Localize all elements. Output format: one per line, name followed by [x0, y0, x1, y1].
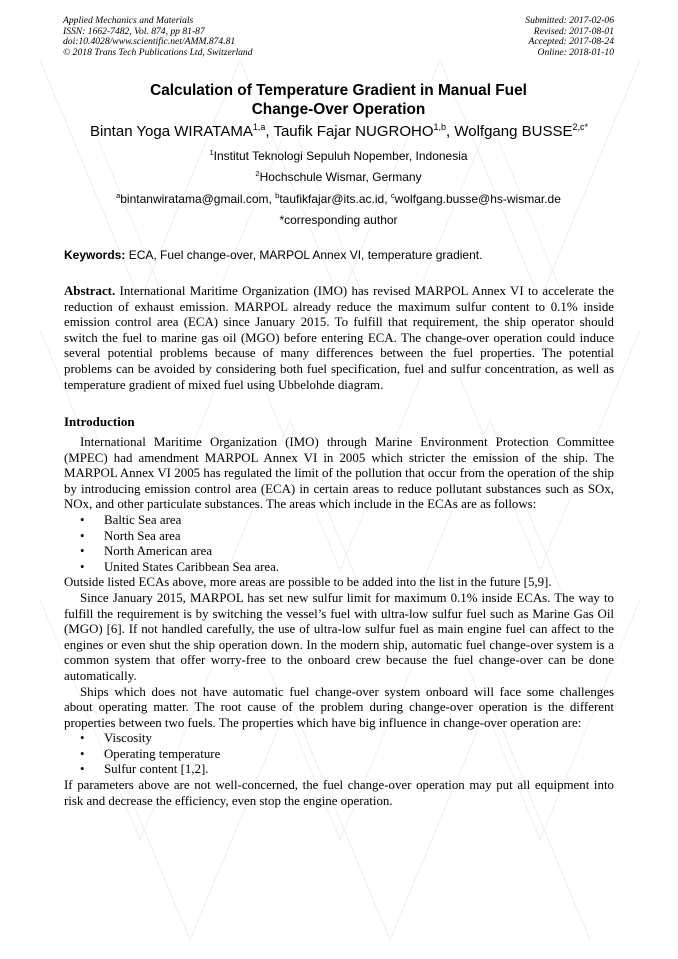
bullet-icon: •: [80, 559, 85, 574]
title-line-1: Calculation of Temperature Gradient in Manual Fuel: [150, 82, 527, 99]
author-name: Wolfgang BUSSE: [454, 123, 573, 140]
journal-name: Applied Mechanics and Materials: [63, 15, 194, 26]
list-item: [64, 731, 614, 747]
fuel-property-list: [64, 731, 614, 778]
paragraph: International Maritime Organization (IMO) through Marine Environment Protection Committee (MPEC) had amendment MARPOL Annex VI in 2005 which stricter the emission of the ship. The MARPOL Annex VI 2005 has regulated the limit of the pollution that occur from the operation of the ship by introducing emission control area (ECA) in certain areas to reduce pollutant substances such as SOx, NOx, and other particulate substances. The areas which include in the ECAs are as follows:: [64, 435, 614, 512]
author-affiliation-mark: 1,a: [252, 122, 266, 132]
title-line-2: Change-Over Operation: [251, 101, 426, 118]
list-item: [64, 544, 614, 560]
keywords-label: Keywords:: [64, 248, 126, 262]
journal-copyright: © 2018 Trans Tech Publications Ltd, Switzerland: [63, 46, 253, 58]
list-item: [64, 529, 614, 545]
bullet-icon: •: [80, 762, 85, 777]
list-item-text: United States Caribbean Sea area.: [104, 559, 280, 574]
eca-area-list: [64, 513, 614, 575]
date-accepted: Accepted: 2017-08-24: [528, 36, 614, 48]
email-address[interactable]: bintanwiratama@gmail.com,: [120, 192, 276, 206]
list-item: [64, 747, 614, 763]
email-mark: c: [390, 191, 395, 200]
list-item-text: Sulfur content [1,2].: [104, 762, 209, 777]
section-heading-introduction: Introduction: [64, 414, 135, 429]
list-item-text: North Sea area: [104, 528, 181, 543]
author-separator: ,: [446, 123, 455, 140]
journal-issn: ISSN: 1662-7482, Vol. 874, pp 81-87: [63, 25, 205, 37]
email-mark: a: [116, 191, 121, 200]
list-item-text: Operating temperature: [104, 746, 221, 761]
journal-info: [63, 16, 253, 58]
date-revised: Revised: 2017-08-01: [533, 25, 614, 37]
paper-title: [63, 81, 614, 119]
author-name: Taufik Fajar NUGROHO: [273, 123, 434, 140]
paragraph: If parameters above are not well-concerned, the fuel change-over operation may put all equipment into risk and decrease the efficiency, even stop the engine operation.: [64, 778, 614, 808]
affiliation-text: Institut Teknologi Sepuluh Nopember, Indonesia: [213, 149, 468, 163]
abstract-text: International Maritime Organization (IMO) has revised MARPOL Annex VI to accelerate the reduction of exhaust emission. MARPOL already reduce the maximum sulfur content to 0.1% inside emission control area (ECA) since January 2015. To fulfill that requirement, the ship operator should switch the fuel to marine gas oil (MGO) before entering ECA. The change-over operation could induce several potential problems because of many differences between the fuel properties. The potential problems can be avoided by considering both fuel specification, fuel and sulfur concentration, as well as temperature gradient of mixed fuel using Ubbelohde diagram.: [64, 284, 614, 392]
affiliation-text: Hochschule Wismar, Germany: [259, 170, 422, 184]
list-item-text: Viscosity: [104, 731, 152, 746]
bullet-icon: •: [80, 731, 85, 746]
corresponding-author-note: *corresponding author: [279, 213, 398, 227]
list-item: [64, 762, 614, 778]
date-online: Online: 2018-01-10: [537, 46, 614, 58]
journal-doi: doi:10.4028/www.scientific.net/AMM.874.81: [63, 36, 236, 48]
introduction-body: [64, 435, 614, 809]
paragraph: Ships which does not have automatic fuel change-over system onboard will face some challenges about operating matter. The root cause of the problem during change-over operation is the different properties between two fuels. The properties which have big influence in change-over operation are:: [64, 684, 614, 730]
author-affiliation-mark: 2,c*: [572, 122, 588, 132]
list-item-text: Baltic Sea area: [104, 512, 182, 527]
date-submitted: Submitted: 2017-02-06: [525, 15, 614, 26]
author-affiliation-mark: 1,b: [433, 122, 446, 132]
list-item: [64, 513, 614, 529]
list-item: [64, 560, 614, 576]
paragraph: Since January 2015, MARPOL has set new sulfur limit for maximum 0.1% inside ECAs. The way to fulfill the requirement is by switching the vessel’s fuel with ultra-low sulfur fuel such as Marine Gas Oil (MGO) [6]. If not handled carefully, the use of ultra-low sulfur fuel as main engine fuel can affect to the engines or even shut the ship operation down. In the modern ship, automatic fuel change-over system is a common system that offer worry-free to the onboard crew because the fuel change-over can be done automatically.: [64, 590, 614, 683]
abstract-label: Abstract.: [64, 284, 116, 298]
author-emails: [63, 192, 614, 207]
author-separator: ,: [265, 123, 274, 140]
abstract: [64, 284, 614, 393]
bullet-icon: •: [80, 544, 85, 559]
email-address[interactable]: taufikfajar@its.ac.id,: [279, 192, 391, 206]
bullet-icon: •: [80, 746, 85, 761]
bullet-icon: •: [80, 512, 85, 527]
affiliation-mark: 1: [209, 148, 214, 157]
bullet-icon: •: [80, 528, 85, 543]
submission-dates: [525, 16, 614, 58]
keywords-text: ECA, Fuel change-over, MARPOL Annex VI, temperature gradient.: [125, 248, 483, 262]
email-address[interactable]: wolfgang.busse@hs-wismar.de: [394, 192, 561, 206]
author-list: [40, 122, 638, 142]
paragraph: Outside listed ECAs above, more areas are possible to be added into the list in the future [5,9].: [64, 575, 552, 590]
affiliation-2: [63, 170, 614, 185]
affiliation-mark: 2: [255, 169, 260, 178]
email-mark: b: [275, 191, 280, 200]
list-item-text: North American area: [104, 544, 213, 559]
author-name: Bintan Yoga WIRATAMA: [90, 123, 253, 140]
keywords-line: [64, 248, 482, 263]
affiliation-1: [63, 149, 614, 164]
